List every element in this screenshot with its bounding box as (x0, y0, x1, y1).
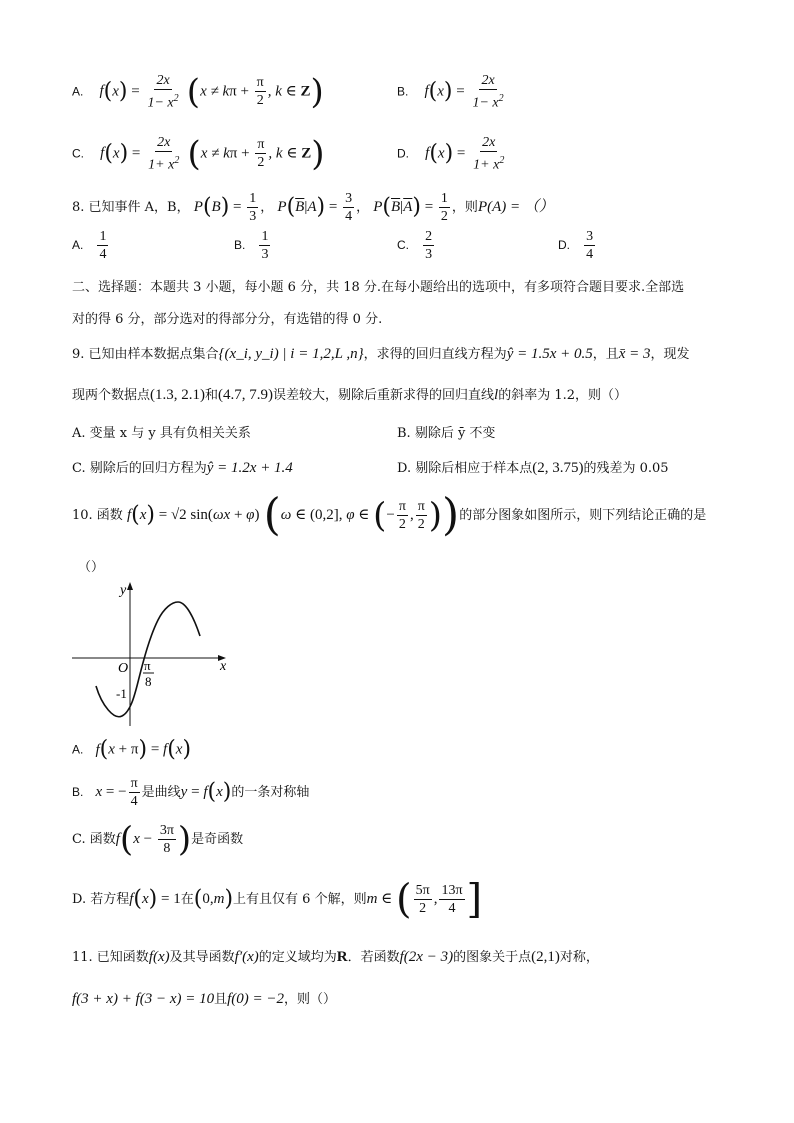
option-equation: ŷ = 1.2x + 1.4 (206, 460, 293, 476)
q11-derivative: f′(x) (234, 949, 259, 965)
q11-text: ，则（） (284, 992, 337, 1007)
option-label: C. (72, 146, 84, 161)
q11-text: 的图象关于点 (453, 950, 532, 965)
numerator: 3 (586, 229, 594, 244)
q8-stem: 8. 已知事件 A，B， P(B) = $\frac{1}{3}$ ， $P(\overline{B}|A)$ = $\frac{3}{4}$ ， $P(\overline{B}|\overline{A})$ = $\frac{1}{2}$ ，则P(A) = （） (72, 191, 554, 224)
minus-one-label: -1 (116, 686, 127, 701)
denominator: 4 (586, 247, 594, 262)
q11-line2 (72, 988, 336, 1008)
q8-option-d[interactable] (558, 228, 597, 263)
q11-condition: f(0) = −2 (227, 991, 285, 1007)
q10-stem: 10. 函数 f(x) = √2 sin(ωx + φ) (ω ∈ (0,2], φ ∈ (− $\frac{\pi}{2}$ , $\frac{\pi}{2}$ ))的部分图象如图所示，则下列结论正确的是 (72, 489, 707, 541)
option-text: 上有且仅有 6 个解，则 (233, 892, 367, 907)
q10-paren: （） (78, 560, 105, 575)
section2-heading-line2: 对的得 6 分，部分选对的得部分分，有选错的得 0 分. (72, 312, 383, 327)
q8-option-c[interactable] (397, 228, 436, 263)
q11-line1 (72, 946, 599, 966)
option-label: B. (72, 785, 84, 799)
q9-point: (1.3, 2.1) (150, 387, 206, 403)
q9-line1 (72, 343, 690, 363)
option-text: 是曲线 (141, 785, 181, 800)
denominator: 3 (425, 247, 433, 262)
q9-text: ，且 (592, 347, 619, 362)
q9-text: 的斜率为 1.2，则（） (498, 388, 628, 403)
option-label: D. (397, 146, 409, 161)
q8-tail: P(A) = （） (477, 199, 554, 215)
section2-heading-line1: 二、选择题：本题共 3 小题，每小题 6 分，共 18 分.在每小题给出的选项中，有多项符合题目要求.全部选 (72, 280, 685, 295)
tick-den: 8 (145, 674, 152, 689)
q11-text: 的定义域均为 (258, 950, 337, 965)
q11-text: ．若函数 (347, 950, 400, 965)
q9-option-a[interactable]: A. 变量 x 与 y 具有负相关关系 (72, 426, 251, 441)
q9-option-c[interactable] (72, 457, 293, 477)
q9-line-name: l (494, 387, 499, 403)
option-text: C. 剔除后的回归方程为 (72, 461, 207, 476)
x-axis-label: x (220, 659, 227, 674)
q8-option-b[interactable] (234, 228, 272, 263)
q9-option-d[interactable] (397, 457, 669, 477)
q7-option-a[interactable]: A. f(x) = $\frac{2x}{1- x^2}$ (x ≠ kπ + $\frac{\pi}{2}$ , k ∈ Z) (72, 71, 324, 112)
q10-option-a[interactable]: A. f(x + π) = f(x) (72, 737, 192, 762)
origin-label: O (118, 661, 129, 676)
numerator: 1 (261, 229, 269, 244)
q11-reals: R (336, 949, 348, 965)
option-text: 的残差为 0.05 (583, 461, 669, 476)
option-label: A. (72, 84, 84, 99)
q10-option-c[interactable]: C. 函数f(x − $\frac{3\pi}{8}$ )是奇函数 (72, 819, 244, 860)
option-text: 是奇函数 (191, 832, 244, 847)
q9-text: 9. 已知由样本数据点集合 (72, 347, 219, 362)
q9-text: 误差较大，剔除后重新求得的回归直线 (273, 388, 495, 403)
denominator: 3 (261, 247, 269, 262)
q8-option-a[interactable] (72, 228, 110, 263)
option-text: 的一条对称轴 (231, 785, 310, 800)
option-label: C. (397, 238, 409, 252)
q10-option-b[interactable]: B. x = − $\frac{\pi}{4}$ 是曲线y = f(x)的一条对称轴 (72, 776, 310, 809)
q7-option-c[interactable]: C. f(x) = $\frac{2x}{1+ x^2}$ (x ≠ kπ + $\frac{\pi}{2}$ , k ∈ Z) (72, 133, 325, 174)
option-text: D. 剔除后相应于样本点 (397, 461, 533, 476)
q10-graph (70, 578, 240, 728)
q9-point: (4.7, 7.9) (218, 387, 274, 403)
q9-text: 和 (205, 388, 219, 403)
q11-text: 对称， (559, 950, 599, 965)
option-text: C. 函数 (72, 832, 116, 847)
q9-mean: x̄ = 3 (618, 346, 651, 362)
option-text: D. 若方程 (72, 892, 130, 907)
numerator: 2 (425, 229, 433, 244)
q11-composite: f(2x − 3) (399, 949, 454, 965)
denominator: 4 (99, 247, 107, 262)
q11-point: (2,1) (531, 949, 560, 965)
q11-text: 11. 已知函数 (72, 950, 149, 965)
option-label: A. (72, 238, 84, 252)
option-point: (2, 3.75) (532, 460, 584, 476)
q10-option-d[interactable]: D. 若方程f(x) = 1在(0,m)上有且仅有 6 个解，则m ∈ ( $\frac{5\pi}{2}$ , $\frac{13\pi}{4}$ ] (72, 876, 483, 923)
q8-text-suffix: ，则 (451, 200, 478, 215)
q11-equation: f(3 + x) + f(3 − x) = 10 (72, 991, 215, 1007)
q10-text: 10. 函数 (72, 508, 123, 523)
y-axis-arrow (127, 582, 133, 590)
q9-option-b[interactable]: B. 剔除后 ȳ 不变 (397, 426, 496, 441)
tick-pi: π (144, 658, 151, 673)
q9-text: ，现发 (650, 347, 690, 362)
numerator: 1 (99, 229, 107, 244)
q8-text: 8. 已知事件 A，B， (72, 200, 190, 215)
q11-text: 且 (214, 992, 228, 1007)
q7-option-b[interactable]: B. f(x) = $\frac{2x}{1- x^2}$ (397, 73, 504, 111)
q9-text: ，求得的回归直线方程为 (363, 347, 507, 362)
option-text: 在 (180, 892, 194, 907)
y-axis-label: y (120, 583, 127, 598)
q9-line2 (72, 384, 627, 404)
option-label: B. (397, 84, 409, 99)
q11-func: f(x) (148, 949, 170, 965)
q11-text: 及其导函数 (169, 950, 235, 965)
option-label: B. (234, 238, 246, 252)
q10-text: 的部分图象如图所示，则下列结论正确的是 (459, 508, 707, 523)
q9-equation: ŷ = 1.5x + 0.5 (506, 346, 593, 362)
q7-option-d[interactable]: D. f(x) = $\frac{2x}{1+ x^2}$ (397, 135, 505, 173)
option-label: D. (558, 238, 570, 252)
q9-text: 现两个数据点 (72, 388, 151, 403)
q9-set: {(x_i, y_i) | i = 1,2,L ,n} (218, 346, 364, 362)
